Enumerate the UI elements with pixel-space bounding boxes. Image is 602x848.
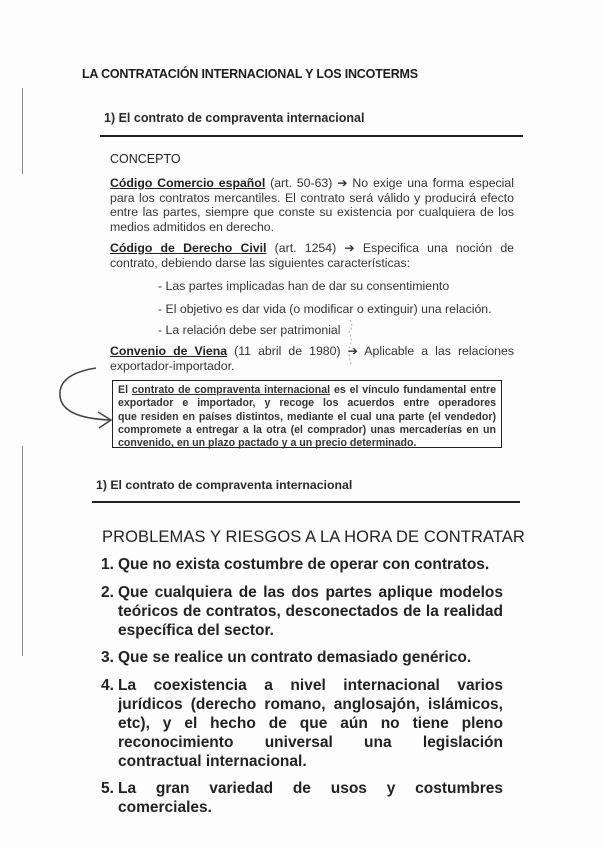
text-line: medios admitidos en derecho.	[110, 219, 275, 234]
problem-item	[101, 648, 503, 667]
codigo-civil-label: Código de Derecho Civil	[110, 241, 267, 255]
problem-item	[101, 676, 503, 771]
definition-text: es el vínculo fundamental entre	[330, 384, 496, 396]
problem-number: 4.	[101, 677, 114, 694]
codigo-comercio-label: Código Comercio español	[110, 176, 266, 190]
problem-item	[101, 583, 503, 640]
codigo-comercio-paragraph	[110, 176, 514, 234]
section-divider	[100, 135, 523, 137]
problem-line: contractual internacional.	[118, 753, 307, 770]
characteristic-item: - El objetivo es dar vida (o modificar o extinguir) una relación.	[158, 302, 492, 316]
problems-heading: PROBLEMAS Y RIESGOS A LA HORA DE CONTRATAR	[102, 528, 525, 546]
definition-text: El	[118, 384, 132, 396]
problem-line: jurídicos (derecho romano, anglosajón, islámicos,	[118, 696, 503, 713]
section-heading: 1) El contrato de compraventa internacional	[96, 478, 353, 492]
text-line: contrato, debiendo darse las siguientes características:	[110, 255, 411, 270]
definition-line: que residen en países distintos, mediante el cual una parte (el vendedor)	[118, 410, 496, 423]
problem-line: reconocimiento universal una legislación	[118, 734, 503, 751]
definition-term: contrato de compraventa internacional	[131, 384, 331, 396]
curved-arrow-icon	[36, 360, 116, 440]
characteristic-item: - La relación debe ser patrimonial	[158, 323, 341, 337]
document-title: LA CONTRATACIÓN INTERNACIONAL Y LOS INCOTERMS	[82, 67, 418, 81]
problem-number: 2.	[101, 584, 114, 601]
problem-line: etc), y el hecho de que aún no tiene pleno	[118, 715, 503, 732]
characteristic-item: - Las partes implicadas han de dar su consentimiento	[158, 279, 450, 293]
scan-edge-line	[22, 446, 23, 656]
problem-number: 5.	[101, 780, 114, 797]
text-line: entre las partes, siempre que conste su existencia por cualquiera de los	[110, 205, 514, 219]
definition-box	[112, 380, 502, 448]
problem-line: Que cualquiera de las dos partes aplique modelos	[118, 584, 503, 601]
problem-line: comerciales.	[118, 799, 212, 816]
problem-line: específica del sector.	[118, 622, 274, 639]
problem-number: 1.	[101, 556, 114, 573]
definition-line: convenido, en un plazo pactado y a un precio determinado.	[118, 437, 417, 450]
problem-line: La coexistencia a nivel internacional varios	[118, 677, 503, 694]
convenio-viena-ref: (11 abril de 1980) ➔ Aplicable a las relaciones	[227, 344, 514, 358]
section-divider	[92, 501, 520, 503]
codigo-civil-ref: (art. 1254) ➔ Especifica una noción de	[266, 241, 514, 255]
problem-line: Que se realice un contrato demasiado genérico.	[118, 649, 472, 666]
problem-item	[101, 779, 503, 817]
definition-line: exportador e importador, y recoge los acuerdos entre operadores	[118, 397, 496, 410]
problem-line: teóricos de contratos, desconectados de la realidad	[118, 603, 503, 620]
codigo-comercio-ref: (art. 50-63) ➔ No exige una forma especial	[265, 176, 514, 190]
problem-number: 3.	[101, 649, 114, 666]
problem-line: La gran variedad de usos y costumbres	[118, 780, 503, 797]
problem-item	[101, 555, 503, 574]
scan-edge-line	[22, 88, 23, 174]
text-line: para los contratos mercantiles. El contrato será válido y producirá efecto	[110, 190, 514, 205]
text-line: exportador-importador.	[110, 358, 235, 373]
codigo-civil-paragraph	[110, 241, 514, 270]
section-heading: 1) El contrato de compraventa internacional	[104, 111, 365, 125]
concept-heading: CONCEPTO	[110, 152, 181, 166]
convenio-viena-paragraph	[110, 344, 514, 373]
problem-line: Que no exista costumbre de operar con contratos.	[118, 556, 490, 573]
definition-line: compromete a entregar a la otra (el comprador) unas mercaderías en un	[118, 423, 496, 436]
convenio-viena-label: Convenio de Viena	[110, 344, 228, 358]
